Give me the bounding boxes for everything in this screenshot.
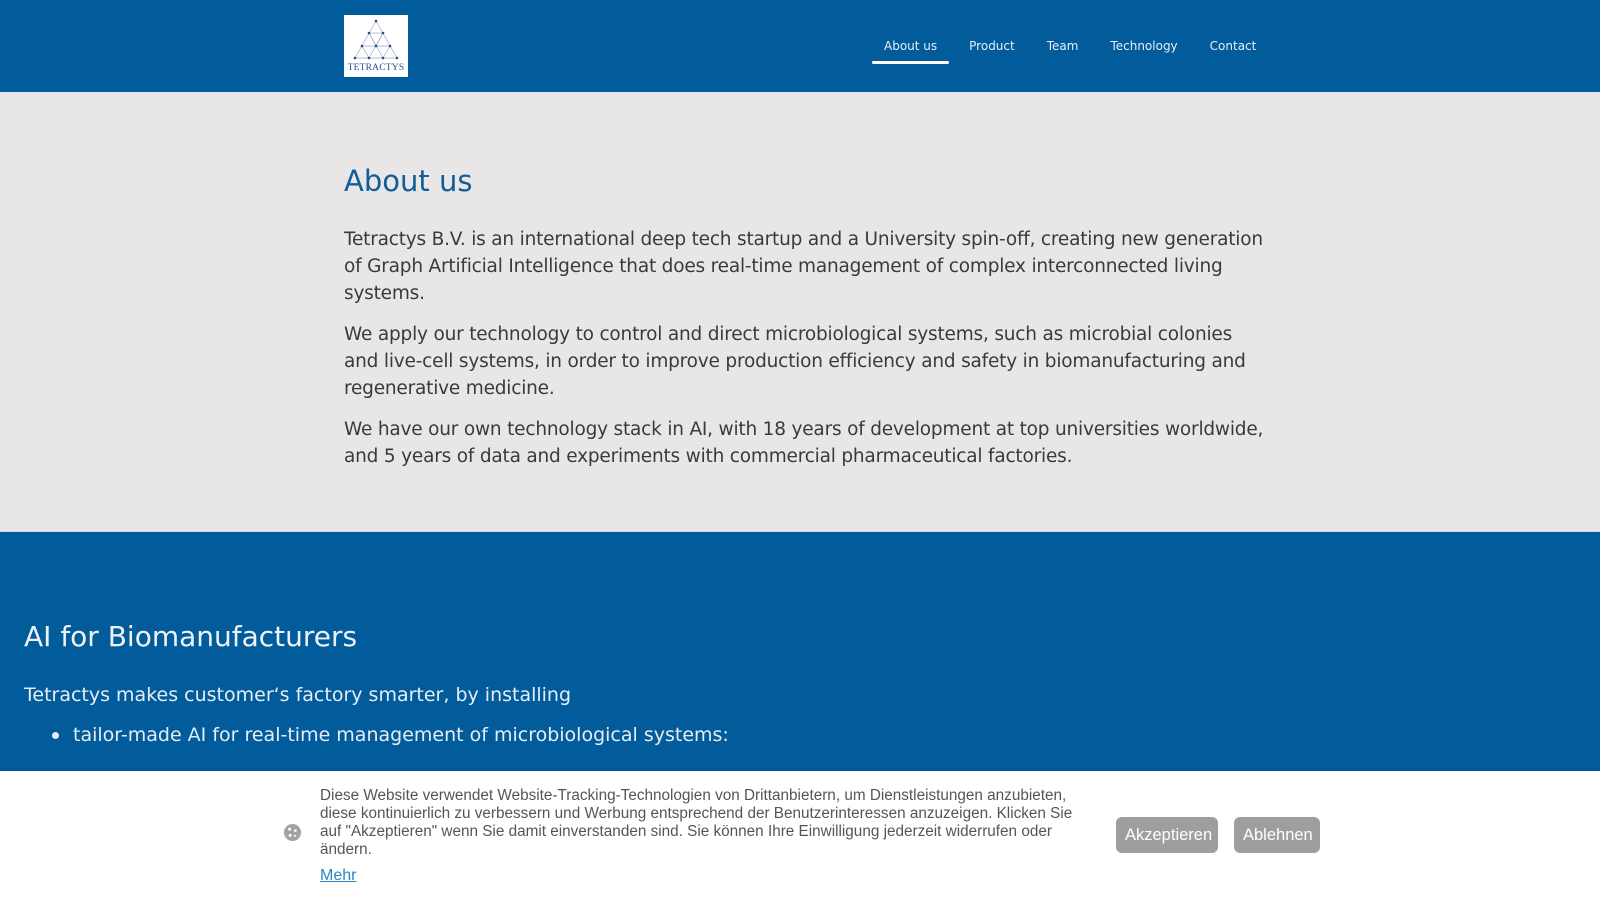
- logo-text: TETRACTYS: [347, 63, 405, 73]
- nav-contact[interactable]: Contact: [1209, 39, 1257, 53]
- about-paragraph-2: We apply our technology to control and direct microbiological systems, such as microbial colonies and live-cell systems, in order to improve production efficiency and safety in biomanufacturing and regenerative medicine.: [344, 324, 1246, 399]
- accept-cookies-button[interactable]: Akzeptieren: [1116, 817, 1218, 853]
- cookie-message: Diese Website verwendet Website-Tracking-Technologien von Drittanbietern, um Dienstleistungen anzubieten, diese kontinuierlich zu verbessern und Werbung entsprechend der Benutzerinteressen anzuzeigen. Klicken Sie auf "Akzeptieren" wenn Sie damit einverstanden sind. Sie können Ihre Einwilligung jederzeit widerrufen oder ändern.: [320, 787, 1073, 858]
- main-nav: [872, 28, 1276, 64]
- about-paragraph-1: Tetractys B.V. is an international deep tech startup and a University spin-off, creating new generation of Graph Artificial Intelligence that does real-time management of complex interconnected living systems.: [344, 229, 1263, 304]
- biomanufacturers-list: [50, 724, 729, 746]
- about-content: [344, 164, 1264, 484]
- biomanufacturers-title: AI for Biomanufacturers: [24, 620, 358, 653]
- nav-product[interactable]: Product: [969, 39, 1015, 53]
- about-section: [0, 92, 1600, 532]
- site-header: [0, 0, 1600, 92]
- nav-team[interactable]: Team: [1046, 39, 1079, 53]
- biomanufacturers-lead: Tetractys makes customer‘s factory smarter, by installing: [24, 684, 572, 706]
- tetractys-triangle-icon: [350, 18, 402, 62]
- about-title: About us: [344, 164, 473, 198]
- tetractys-logo[interactable]: [344, 15, 408, 77]
- biomanufacturers-section: [0, 532, 1600, 772]
- decline-cookies-button[interactable]: Ablehnen: [1234, 817, 1320, 853]
- cookie-banner: [0, 771, 1600, 900]
- about-paragraph-3: We have our own technology stack in AI, with 18 years of development at top universities worldwide, and 5 years of data and experiments with commercial pharmaceutical factories.: [344, 419, 1264, 467]
- cookie-more-link[interactable]: Mehr: [320, 867, 357, 884]
- list-item-text: tailor-made AI for real-time management of microbiological systems:: [73, 724, 729, 746]
- bullet-icon: [52, 732, 59, 739]
- nav-technology[interactable]: Technology: [1110, 39, 1178, 53]
- cookie-icon: [283, 823, 302, 842]
- nav-about-us[interactable]: About us: [872, 28, 949, 64]
- list-item: [50, 724, 729, 746]
